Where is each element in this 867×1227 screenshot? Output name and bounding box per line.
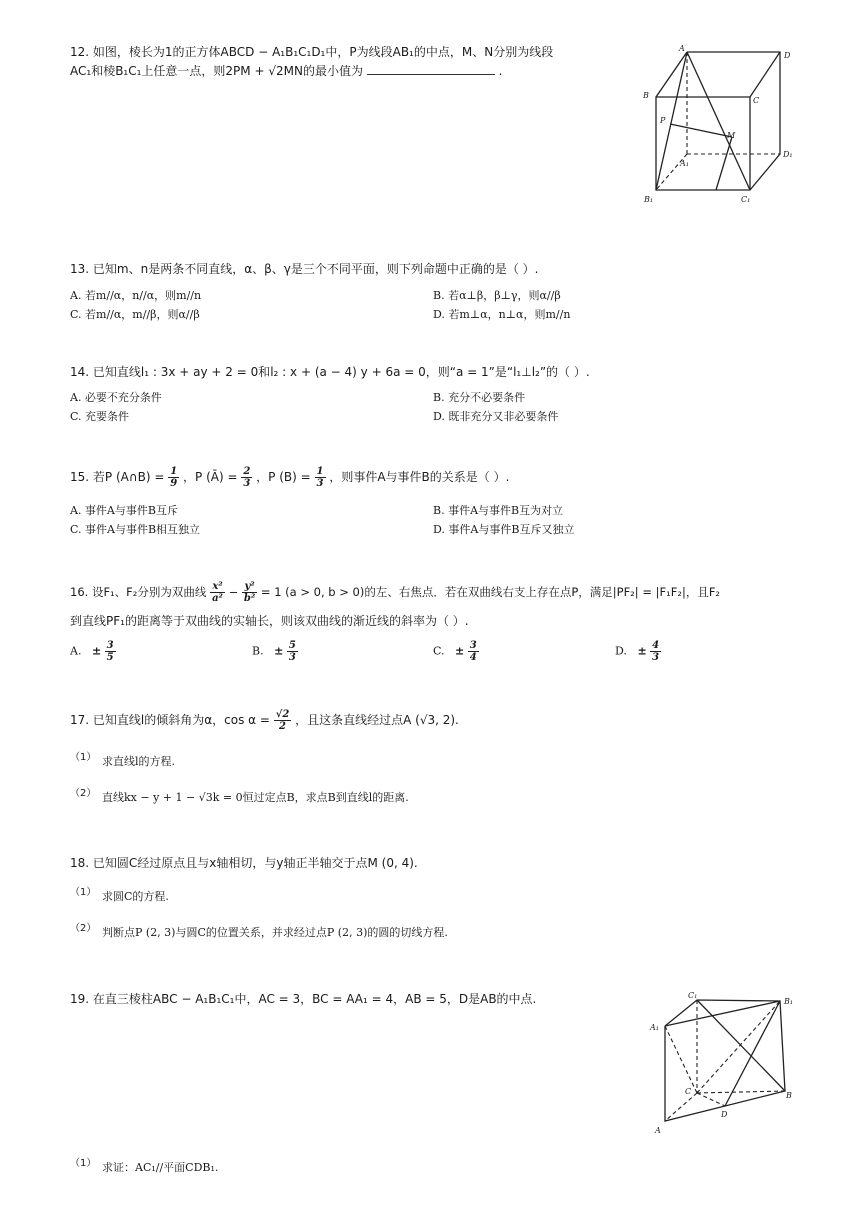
q18-sub1-number: （1） [70, 887, 97, 898]
q15-stem-c: ，P (B) = [256, 470, 311, 484]
q16-b2: b² [243, 593, 256, 604]
q17-sub2-number: （2） [70, 788, 97, 799]
q19-stem: 19. 在直三棱柱ABC − A₁B₁C₁中，AC = 3，BC = AA₁ = 4，AB = 5，D是AB的中点. [70, 992, 537, 1006]
q15-stem [70, 466, 509, 489]
q13-option-d: D. 若m⊥α，n⊥α，则m//n [433, 308, 571, 321]
q16-y2: y² [242, 581, 257, 593]
q18-sub1 [70, 889, 169, 905]
q15-f2-num: 2 [243, 466, 251, 477]
q16-stem-a: 16. 设F₁、F₂分别为双曲线 [70, 585, 207, 599]
q15-option-b: B. 事件A与事件B互为对立 [433, 504, 564, 517]
q16-c-frac [468, 640, 479, 663]
q15-frac-1 [168, 466, 179, 489]
q14-option-a: A. 必要不充分条件 [70, 391, 162, 404]
label-D: D [721, 1110, 728, 1119]
q16-x2: x² [210, 581, 225, 593]
cube-figure [640, 42, 800, 207]
label-A1: A₁ [650, 1023, 659, 1032]
q17-stem-b: ，且这条直线经过点A (√3, 2). [295, 713, 459, 727]
answer-blank [367, 62, 495, 75]
q15-option-d: D. 事件A与事件B互斥又独立 [433, 523, 575, 536]
q13-option-b: B. 若α⊥β，β⊥γ，则α//β [433, 289, 561, 302]
q16-b-num: 5 [288, 640, 296, 651]
label-A: A [655, 1126, 661, 1135]
q16-stem-line1: 16. 设F₁、F₂分别为双曲线 $\frac{\text{x²}}{\text{a²}}$ − $\frac{\text{y²}}{\text{b²}}$ = 1 (a > 0, b > 0)的左、右焦点．若在双曲线右支上存在点P，满足|PF₂| = |F₁F₂|，且F₂ [70, 581, 721, 604]
q15-option-a: A. 事件A与事件B互斥 [70, 504, 178, 517]
label-C1: C₁ [688, 991, 698, 1000]
label-P: P [660, 116, 666, 125]
q18-stem: 18. 已知圆C经过原点且与x轴相切，与y轴正半轴交于点M (0, 4). [70, 856, 418, 870]
q15-stem-b: ，P (Ā) = [183, 470, 238, 484]
q16-b-pm: ± [274, 644, 284, 658]
q16-d-frac [650, 640, 661, 663]
q15-f3-den: 3 [316, 478, 324, 489]
label-C: C [685, 1087, 692, 1096]
q16-d-den: 3 [652, 652, 660, 663]
q19-sub1 [70, 1160, 218, 1176]
q16-d-pm: ± [637, 644, 647, 658]
q16-stem-b: = 1 (a > 0, b > 0)的左、右焦点．若在双曲线右支上存在点P，满足|PF₂| = |F₁F₂|，且F₂ [260, 585, 721, 599]
q16-b-frac [287, 640, 298, 663]
q15-f1-den: 9 [170, 478, 178, 489]
q16-d-num: 4 [652, 640, 660, 651]
q19-sub1-text: 求证：AC₁//平面CDB₁. [102, 1161, 219, 1174]
q15-f1-num: 1 [170, 466, 178, 477]
q16-frac-x [210, 581, 225, 604]
q16-option-a [70, 640, 116, 663]
q16-stem-line2: 到直线PF₁的距离等于双曲线的实轴长，则该双曲线的渐近线的斜率为（ ）. [70, 614, 469, 628]
q16-a2: a² [212, 593, 223, 604]
label-B: B [786, 1091, 792, 1100]
q16-a-frac [105, 640, 116, 663]
label-A: A [679, 44, 685, 53]
q14-option-c: C. 充要条件 [70, 410, 130, 423]
q15-option-c: C. 事件A与事件B相互独立 [70, 523, 201, 536]
q14-option-d: D. 既非充分又非必要条件 [433, 410, 559, 423]
q15-f2-den: 3 [243, 478, 251, 489]
q17-sub2-text: 直线kx − y + 1 − √3k = 0恒过定点B，求点B到直线l的距离. [102, 791, 409, 804]
q17-sub1-number: （1） [70, 752, 97, 763]
q13-option-c: C. 若m//α，m//β，则α//β [70, 308, 200, 321]
q17-stem-a: 17. 已知直线l的倾斜角为α，cos α = [70, 713, 270, 727]
q16-c-label: C. [433, 644, 445, 658]
q12-stem-end: . [498, 64, 503, 78]
label-C: C [753, 96, 760, 105]
q17-sub2 [70, 790, 409, 806]
label-D: D [784, 51, 791, 60]
q18-sub1-text: 求圆C的方程. [102, 890, 169, 903]
label-B1: B₁ [644, 195, 654, 204]
q18-sub2-number: （2） [70, 923, 97, 934]
label-C1: C₁ [741, 195, 751, 204]
q12-stem-line2 [70, 62, 502, 80]
q14-stem: 14. 已知直线l₁ : 3x + ay + 2 = 0和l₂ : x + (a − 4) y + 6a = 0，则“a = 1”是“l₁⊥l₂”的（ ）. [70, 365, 590, 379]
q16-option-c [433, 640, 479, 663]
q16-option-b [252, 640, 298, 663]
q18-sub2-text: 判断点P (2, 3)与圆C的位置关系，并求经过点P (2, 3)的圆的切线方程. [102, 926, 448, 939]
q16-b-label: B. [252, 644, 264, 658]
q19-sub1-number: （1） [70, 1158, 97, 1169]
q17-sub1 [70, 754, 175, 770]
q12-stem-text: AC₁和棱B₁C₁上任意一点，则2PM + √2MN的最小值为 [70, 64, 363, 78]
q16-c-num: 3 [469, 640, 477, 651]
q15-stem-d: ，则事件A与事件B的关系是（ ）. [329, 470, 510, 484]
q16-a-pm: ± [91, 644, 102, 658]
label-B1: B₁ [784, 997, 794, 1006]
q16-b-den: 3 [288, 652, 296, 663]
prism-figure [645, 988, 805, 1138]
q15-f3-num: 1 [316, 466, 324, 477]
q17-f-den: 2 [279, 721, 287, 732]
label-M: M [727, 131, 736, 140]
q14-option-b: B. 充分不必要条件 [433, 391, 526, 404]
label-D1: D₁ [783, 150, 793, 159]
q17-f-num: √2 [275, 709, 290, 720]
q13-stem: 13. 已知m、n是两条不同直线，α、β、γ是三个不同平面，则下列命题中正确的是（ ）. [70, 262, 539, 276]
label-B: B [643, 91, 649, 100]
q18-sub2 [70, 925, 448, 941]
q16-a-den: 5 [106, 652, 114, 663]
q17-frac [274, 709, 292, 732]
q16-d-label: D. [615, 644, 627, 658]
q16-option-d [615, 640, 661, 663]
q15-stem-a: 15. 若P (A∩B) = [70, 470, 165, 484]
label-A1: A₁ [680, 159, 689, 168]
q15-frac-3 [315, 466, 326, 489]
q12-stem-line1: 12. 如图，棱长为1的正方体ABCD − A₁B₁C₁D₁中，P为线段AB₁的中点，M、N分别为线段 [70, 45, 554, 59]
q15-frac-2 [241, 466, 252, 489]
q16-a-num: 3 [106, 640, 114, 651]
q17-sub1-text: 求直线l的方程. [102, 755, 176, 768]
q16-a-label: A. [70, 644, 82, 658]
q13-option-a: A. 若m//α，n//α，则m//n [70, 289, 202, 302]
q16-c-pm: ± [455, 644, 465, 658]
q16-frac-y [242, 581, 257, 604]
q16-c-den: 4 [469, 652, 477, 663]
q17-stem [70, 709, 459, 732]
